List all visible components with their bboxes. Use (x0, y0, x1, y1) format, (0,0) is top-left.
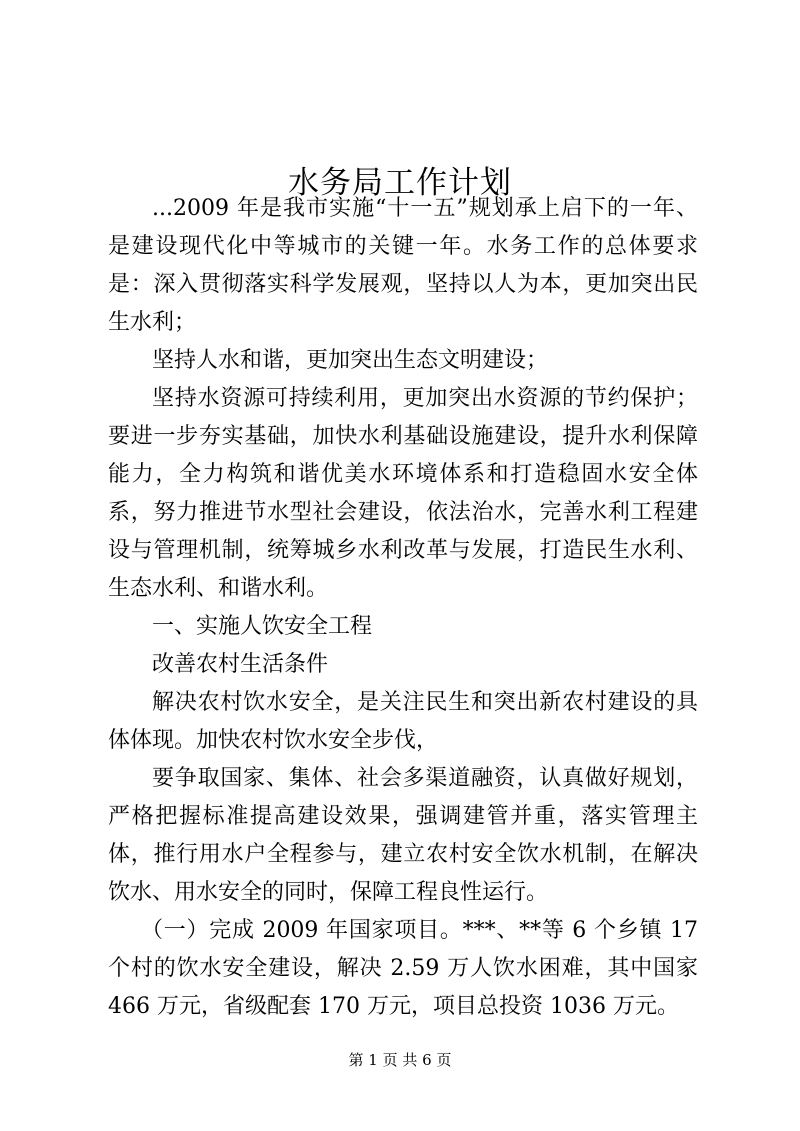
page-footer: 第 1 页 共 6 页 (348, 1051, 452, 1069)
document-body (108, 190, 698, 1026)
paragraph-water-resources: 坚持水资源可持续利用，更加突出水资源的节约保护；要进一步夯实基础，加快水利基础设施建设，提升水利保障能力，全力构筑和谐优美水环境体系和打造稳固水安全体系，努力推进节水型社会建设，依法治水，完善水利工程建设与管理机制，统筹城乡水利改革与发展，打造民生水利、生态水利、和谐水利。 (108, 386, 698, 601)
paragraph-intro: ...2009 年是我市实施“十一五”规划承上启下的一年、是建设现代化中等城市的关键一年。水务工作的总体要求是：深入贯彻落实科学发展观，坚持以人为本，更加突出民生水利； (108, 196, 698, 335)
section-heading-1: 一、实施人饮安全工程 (152, 614, 373, 639)
paragraph-harmony: 坚持人水和谐，更加突出生态文明建设； (152, 348, 549, 373)
paragraph-drinking-water: 解决农村饮水安全，是关注民生和突出新农村建设的具体体现。加快农村饮水安全步伐， (108, 690, 698, 753)
paragraph-financing: 要争取国家、集体、社会多渠道融资，认真做好规划，严格把握标准提高建设效果，强调建管并重，落实管理主体，推行用水户全程参与，建立农村安全饮水机制，在解决饮水、用水安全的同时，保障工程良性运行。 (108, 766, 698, 905)
paragraph-national-project: （一）完成 2009 年国家项目。***、**等 6 个乡镇 17 个村的饮水安全建设，解决 2.59 万人饮水困难，其中国家 466 万元，省级配套 170 万元，项目总投资 1036 万元。 (108, 918, 698, 1019)
subheading-rural-conditions: 改善农村生活条件 (152, 652, 329, 677)
document-title: 水务局工作计划 (288, 164, 512, 201)
